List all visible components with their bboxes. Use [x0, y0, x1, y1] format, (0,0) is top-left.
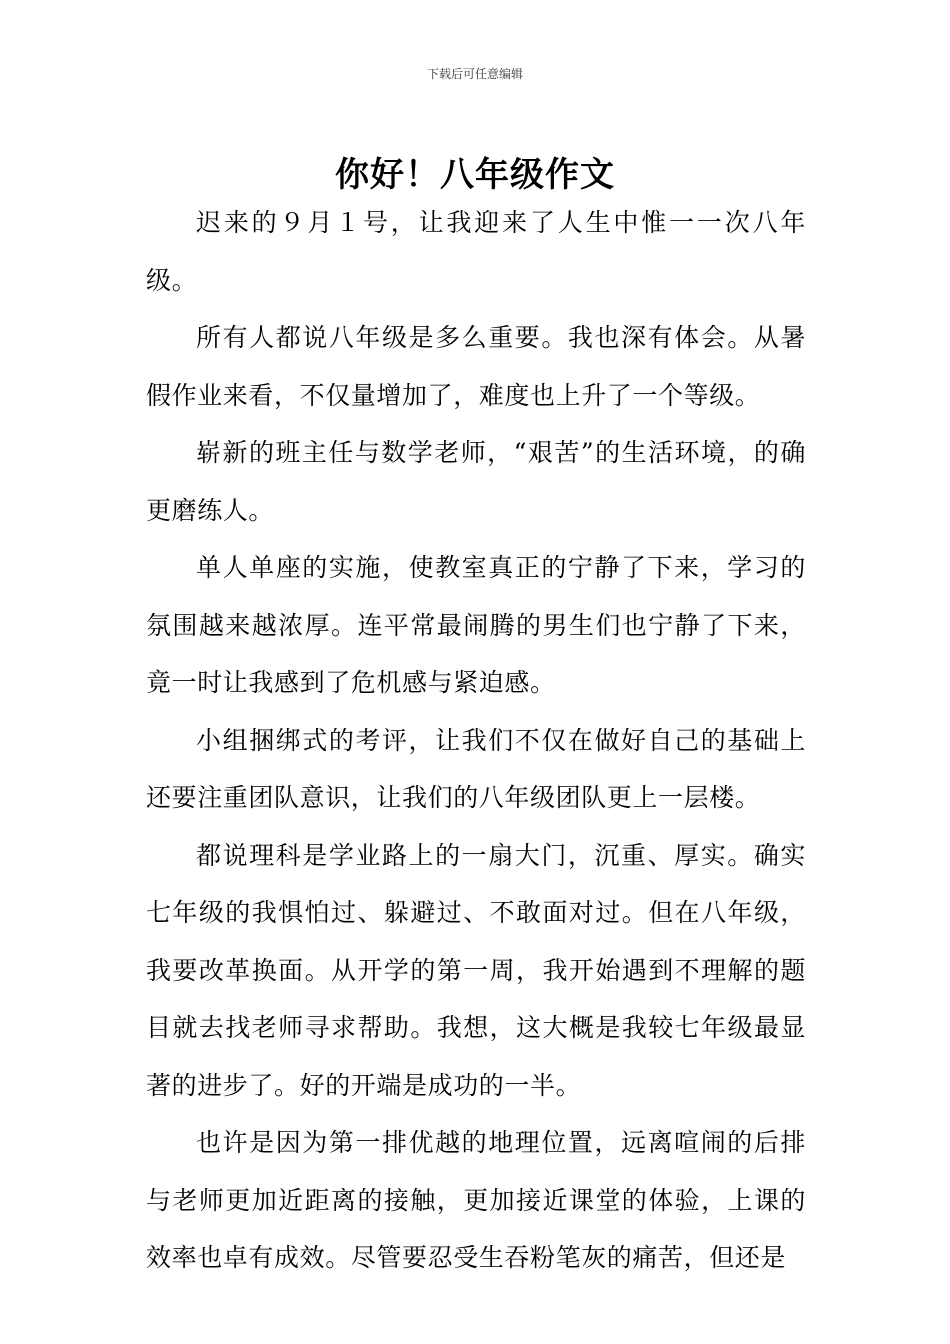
paragraph: 都说理科是学业路上的一扇大门，沉重、厚实。确实七年级的我惧怕过、躲避过、不敢面对过。但在八年级，我要改革换面。从开学的第一周，我开始遇到不理解的题目就去找老师寻求帮助。我想，这大概是我较七年级最显著的进步了。好的开端是成功的一半。 [146, 840, 806, 1100]
page-header: 下载后可任意编辑 [426, 67, 523, 81]
document-title: 你好！八年级作文 [335, 154, 615, 195]
paragraph: 所有人都说八年级是多么重要。我也深有体会。从暑假作业来看，不仅量增加了，难度也上升了一个等级。 [146, 323, 806, 410]
paragraph: 小组捆绑式的考评，让我们不仅在做好自己的基础上还要注重团队意识，让我们的八年级团队更上一层楼。 [146, 725, 806, 812]
paragraph: 崭新的班主任与数学老师，“艰苦”的生活环境，的确更磨练人。 [146, 438, 806, 525]
paragraph: 迟来的９月１号，让我迎来了人生中惟一一次八年级。 [146, 208, 806, 295]
paragraph: 也许是因为第一排优越的地理位置，远离喧闹的后排与老师更加近距离的接触，更加接近课堂的体验，上课的效率也卓有成效。尽管要忍受生吞粉笔灰的痛苦，但还是 [146, 1128, 806, 1272]
paragraph: 单人单座的实施，使教室真正的宁静了下来，学习的氛围越来越浓厚。连平常最闹腾的男生们也宁静了下来，竟一时让我感到了危机感与紧迫感。 [146, 553, 806, 697]
essay-body [146, 194, 806, 1287]
